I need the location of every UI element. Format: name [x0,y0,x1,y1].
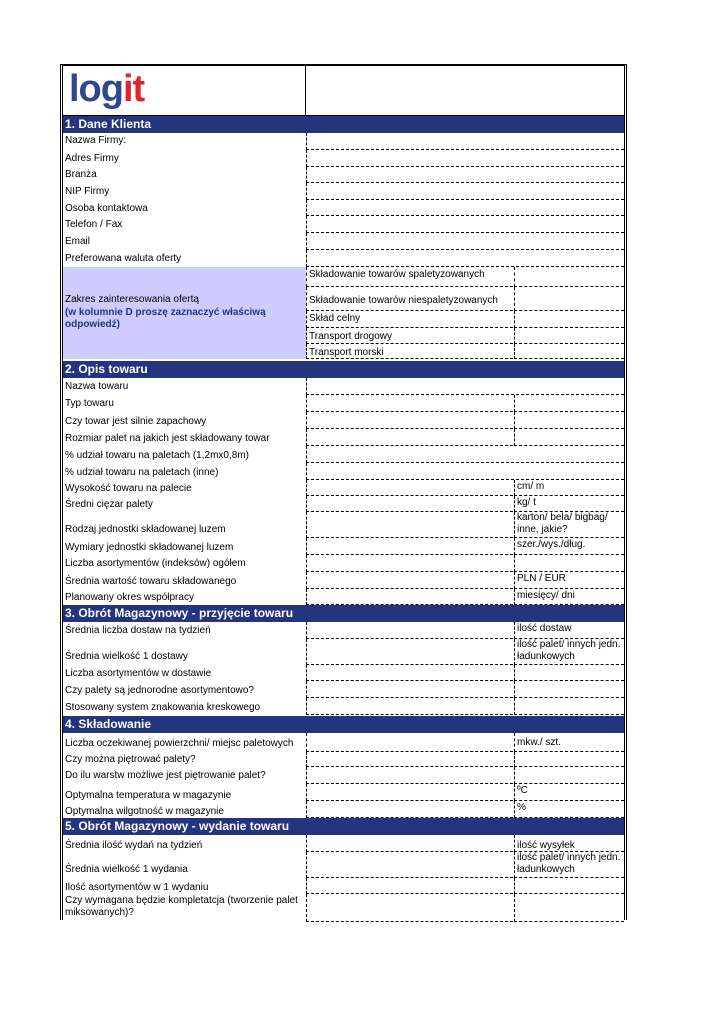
scope-option-2: Składowanie towarów niespaletyzowanych [306,287,513,311]
deliveries-field[interactable] [306,622,513,639]
layers-unit[interactable] [514,767,624,784]
offer-request-form [60,64,627,920]
weight-unit: kg/ t [514,496,624,512]
humidity-unit: % [514,801,624,818]
scope-note: (w kolumnie D proszę zaznaczyć właściwą odpowiedź) [65,307,266,330]
picking-label: Czy wymagana będzie kompletatcja (tworzenie palet miksowanych)? [65,895,298,918]
company-address-label: Adres Firmy [65,153,119,164]
section-client-data: 1. Dane Klienta [63,116,624,133]
section-outbound: 5. Obrót Magazynowy - wydanie towaru [63,818,624,835]
phone-fax-label: Telefon / Fax [65,219,123,230]
pallet-size-label: Rozmiar palet na jakich jest składowany towar [65,433,270,444]
delivery-size-field[interactable] [306,639,513,665]
area-field[interactable] [306,733,513,752]
scope-check-1[interactable] [514,267,624,287]
layers-field[interactable] [306,767,513,784]
period-unit: miesięcy/ dni [514,589,624,605]
shipments-unit: ilość wysyłek [514,835,624,852]
scope-check-2[interactable] [514,287,624,311]
section-storage: 4. Składowanie [63,716,624,733]
height-field[interactable] [306,480,513,496]
industry-label: Branża [65,169,97,180]
sku-per-delivery-label: Liczba asortymentów w dostawie [65,668,212,679]
area-unit: mkw./ szt. [514,733,624,752]
shipment-size-label: Średnia wielkość 1 wydania [65,864,188,875]
barcode-field[interactable] [306,698,513,715]
loose-dims-field[interactable] [306,538,513,555]
email-field[interactable] [306,233,624,250]
deliveries-unit: ilość dostaw [514,622,624,639]
currency-field[interactable] [306,250,624,267]
stacking-field[interactable] [306,752,513,767]
loose-dims-unit: szer./wys./dług. [514,538,624,555]
scope-option-1: Składowanie towarów spaletyzowanych [306,267,513,287]
weight-label: Średni ciężar palety [65,499,153,510]
homogeneous-unit[interactable] [514,681,624,698]
logit-logo: logit [69,68,145,110]
share-eur-label: % udział towaru na paletach (1,2mx0,8m) [65,450,249,461]
sku-count-label: Liczba asortymentów (indeksów) ogółem [65,558,246,569]
pallet-size-field[interactable] [306,429,513,446]
goods-name-field[interactable] [306,378,624,395]
scope-check-5[interactable] [514,344,624,359]
contact-person-label: Osoba kontaktowa [65,203,148,214]
phone-fax-field[interactable] [306,216,624,233]
humidity-label: Optymalna wilgotność w magazynie [65,806,224,817]
shipment-size-unit: ilość palet/ innych jedn. ładunkowych [514,852,624,878]
company-address-field[interactable] [306,150,624,167]
goods-type-label: Typ towaru [65,398,114,409]
delivery-size-unit: ilość palet/ innych jedn. ładunkowych [514,639,624,665]
share-other-field[interactable] [306,463,624,480]
weight-field[interactable] [306,496,513,512]
sku-per-shipment-label: Ilość asortymentów w 1 wydaniu [65,882,209,893]
goods-odor-label: Czy towar jest silnie zapachowy [65,416,207,427]
shipments-field[interactable] [306,835,513,852]
period-field[interactable] [306,589,513,605]
shipments-label: Średnia ilość wydań na tydzień [65,840,203,851]
company-name-field[interactable] [306,133,624,150]
sku-count-unit[interactable] [514,555,624,572]
scope-option-3: Skład celny [306,311,513,328]
area-label: Liczba oczekiwanej powierzchni/ miejsc paletowych [65,738,294,749]
goods-type-field[interactable] [306,395,513,412]
homogeneous-label: Czy palety są jednorodne asortymentowo? [65,685,254,696]
picking-field[interactable] [306,894,513,922]
barcode-unit[interactable] [514,698,624,715]
section-goods-description: 2. Opis towaru [63,361,624,378]
nip-label: NIP Firmy [65,186,110,197]
avg-value-label: Średnia wartość towaru składowanego [65,576,237,587]
goods-name-label: Nazwa towaru [65,381,129,392]
avg-value-field[interactable] [306,572,513,589]
delivery-size-label: Średnia wielkość 1 dostawy [65,651,188,662]
header-field[interactable] [306,66,624,116]
company-name-label: Nazwa Firmy: [65,135,127,146]
sku-count-field[interactable] [306,555,513,572]
scope-check-4[interactable] [514,328,624,344]
sku-per-shipment-unit[interactable] [514,878,624,894]
goods-type-unit[interactable] [514,395,624,412]
stacking-label: Czy można piętrować palety? [65,754,196,765]
email-label: Email [65,236,91,247]
share-other-label: % udział towaru na paletach (inne) [65,467,219,478]
loose-type-label: Rodzaj jednostki składowanej luzem [65,524,226,535]
humidity-field[interactable] [306,801,513,818]
goods-odor-unit[interactable] [514,412,624,429]
scope-check-3[interactable] [514,311,624,328]
logo-cell [63,66,306,116]
nip-field[interactable] [306,183,624,200]
sku-per-delivery-unit[interactable] [514,665,624,681]
temperature-unit: ºC [514,784,624,801]
goods-odor-field[interactable] [306,412,513,429]
scope-option-4: Transport drogowy [306,328,513,344]
currency-label: Preferowana waluta oferty [65,253,182,264]
loose-type-field[interactable] [306,512,513,538]
avg-value-unit: PLN / EUR [514,572,624,589]
share-eur-field[interactable] [306,446,624,463]
pallet-size-unit[interactable] [514,429,624,446]
sku-per-delivery-field[interactable] [306,665,513,681]
shipment-size-field[interactable] [306,852,513,878]
stacking-unit[interactable] [514,752,624,767]
loose-type-unit: karton/ bela/ bigbag/ inne, jakie? [514,512,624,538]
section-inbound: 3. Obrót Magazynowy - przyjęcie towaru [63,605,624,622]
temperature-field[interactable] [306,784,513,801]
scope-label: Zakres zainteresowania ofertą [65,294,199,305]
temperature-label: Optymalna temperatura w magazynie [65,790,232,801]
picking-unit[interactable] [514,894,624,922]
deliveries-label: Średnia liczba dostaw na tydzień [65,625,211,636]
period-label: Planowany okres współpracy [65,592,194,603]
loose-dims-label: Wymiary jednostki składowanej luzem [65,542,234,553]
contact-person-field[interactable] [306,200,624,216]
industry-field[interactable] [306,167,624,183]
layers-label: Do ilu warstw możliwe jest piętrowanie palet? [65,770,266,781]
height-unit: cm/ m [514,480,624,496]
scope-option-5: Transport morski [306,344,513,359]
sku-per-shipment-field[interactable] [306,878,513,894]
barcode-label: Stosowany system znakowania kreskowego [65,702,261,713]
homogeneous-field[interactable] [306,681,513,698]
height-label: Wysokość towaru na palecie [65,483,192,494]
